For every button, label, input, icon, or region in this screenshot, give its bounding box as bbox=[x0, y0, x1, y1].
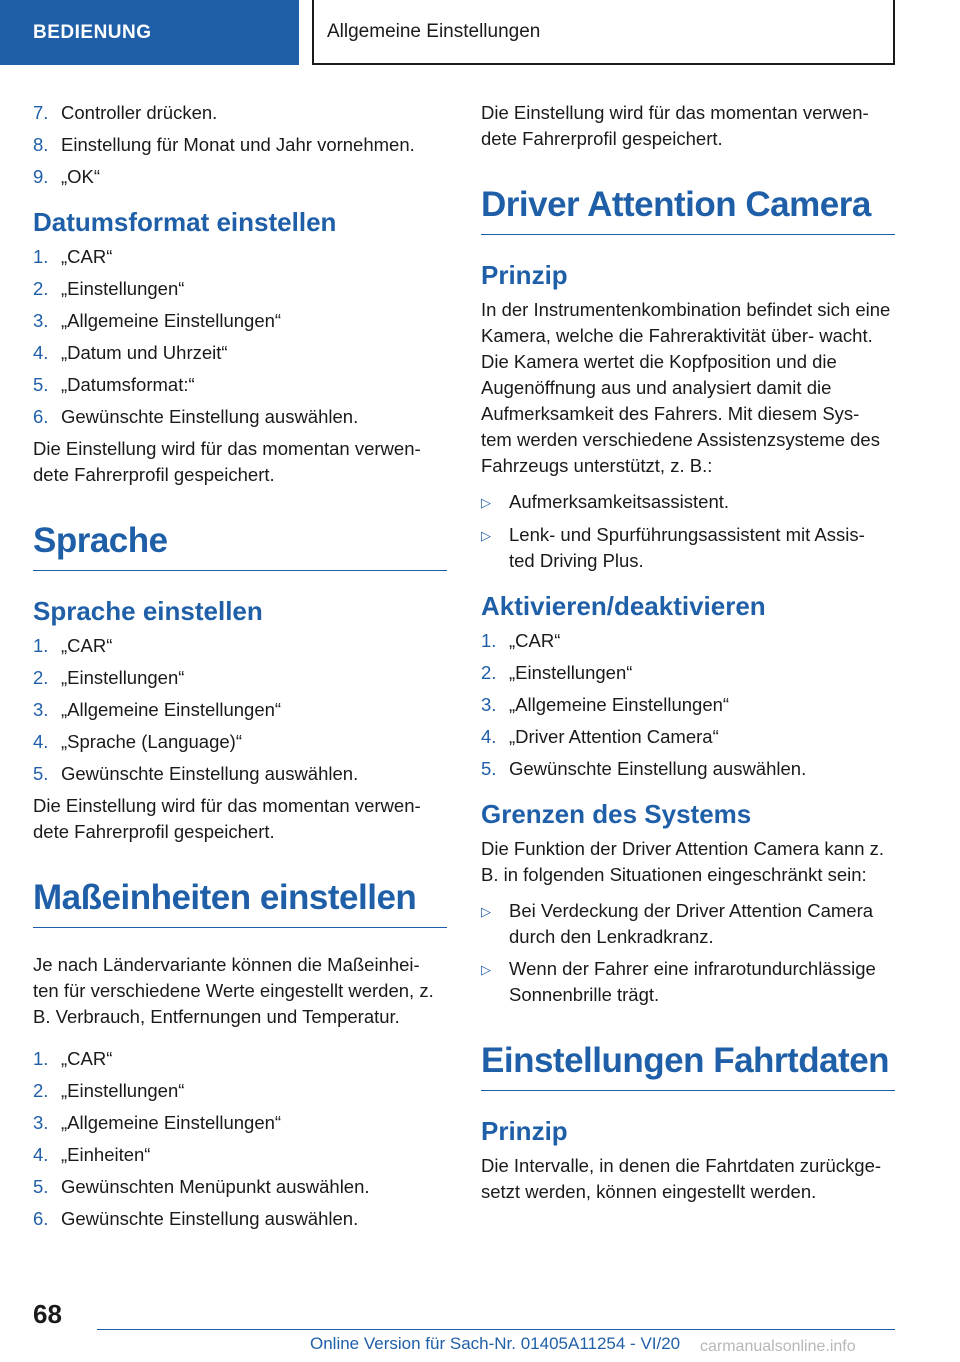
left-column bbox=[33, 100, 447, 1238]
list-item bbox=[33, 404, 447, 430]
step-text: „Sprache (Language)“ bbox=[61, 731, 242, 752]
list-item bbox=[481, 756, 895, 782]
steps-list bbox=[33, 633, 447, 787]
step-number: 4. bbox=[33, 342, 49, 363]
step-text: „Einstellungen“ bbox=[509, 662, 633, 683]
bullet-item bbox=[481, 489, 895, 516]
step-text: Einstellung für Monat und Jahr vornehmen. bbox=[61, 134, 415, 155]
list-item bbox=[33, 729, 447, 755]
step-text: „CAR“ bbox=[61, 1048, 113, 1069]
step-text: Gewünschte Einstellung auswählen. bbox=[61, 406, 359, 427]
bullet-list bbox=[481, 489, 895, 574]
step-text: Gewünschten Menüpunkt auswählen. bbox=[61, 1176, 370, 1197]
list-item bbox=[33, 1078, 447, 1104]
step-number: 4. bbox=[33, 1144, 49, 1165]
bullet-list bbox=[481, 898, 895, 1008]
list-item bbox=[33, 1110, 447, 1136]
datum-heading: Datumsformat einstellen bbox=[33, 207, 337, 237]
step-text: „CAR“ bbox=[509, 630, 561, 651]
step-number: 8. bbox=[33, 134, 49, 155]
section-label: Allgemeine Einstellungen bbox=[327, 20, 541, 42]
steps-list bbox=[33, 244, 447, 430]
step-text: „CAR“ bbox=[61, 635, 113, 656]
step-text: Gewünschte Einstellung auswählen. bbox=[61, 763, 359, 784]
bullet-text: Wenn der Fahrer eine infrarotundurchlässige Sonnenbrille trägt. bbox=[509, 958, 876, 1005]
datum-note: Die Einstellung wird für das momentan verwen- dete Fahrerprofil gespeichert. bbox=[33, 438, 421, 485]
step-text: Gewünschte Einstellung auswählen. bbox=[509, 758, 807, 779]
step-number: 3. bbox=[33, 1112, 49, 1133]
step-number: 1. bbox=[33, 1048, 49, 1069]
list-item bbox=[33, 164, 447, 190]
step-number: 1. bbox=[33, 635, 49, 656]
step-text: „Einstellungen“ bbox=[61, 1080, 185, 1101]
step-number: 5. bbox=[33, 763, 49, 784]
mass-title: Maßeinheiten einstellen bbox=[33, 875, 447, 928]
bullet-item bbox=[481, 898, 895, 950]
step-text: „Datumsformat:“ bbox=[61, 374, 195, 395]
grenzen-text: Die Funktion der Driver Attention Camera kann z. B. in folgenden Situationen eingeschränkt sein: bbox=[481, 838, 885, 885]
footer-version: Online Version für Sach-Nr. 01405A11254 - VI/20 bbox=[310, 1334, 681, 1353]
step-text: „Driver Attention Camera“ bbox=[509, 726, 719, 747]
list-item bbox=[33, 100, 447, 126]
fahrt-text: Die Intervalle, in denen die Fahrtdaten zurückge- setzt werden, können eingestellt werden. bbox=[481, 1155, 882, 1202]
chapter-label: BEDIENUNG bbox=[33, 21, 152, 43]
step-number: 1. bbox=[33, 246, 49, 267]
step-number: 6. bbox=[33, 1208, 49, 1229]
page-number: 68 bbox=[33, 1299, 62, 1329]
triangle-bullet-icon: ▷ bbox=[481, 495, 491, 510]
step-text: „CAR“ bbox=[61, 246, 113, 267]
step-text: „Allgemeine Einstellungen“ bbox=[61, 1112, 282, 1133]
bullet-text: Bei Verdeckung der Driver Attention Camera durch den Lenkradkranz. bbox=[509, 900, 874, 947]
list-item bbox=[33, 1206, 447, 1232]
fahrt-title: Einstellungen Fahrtdaten bbox=[481, 1038, 895, 1091]
step-number: 2. bbox=[33, 278, 49, 299]
list-item bbox=[33, 1142, 447, 1168]
step-number: 2. bbox=[33, 1080, 49, 1101]
triangle-bullet-icon: ▷ bbox=[481, 962, 491, 977]
step-text: „Allgemeine Einstellungen“ bbox=[61, 310, 282, 331]
step-number: 5. bbox=[33, 374, 49, 395]
steps-list bbox=[33, 100, 447, 190]
step-number: 1. bbox=[481, 630, 497, 651]
bullet-text: Lenk- und Spurführungsassistent mit Assis- ted Driving Plus. bbox=[509, 524, 865, 571]
step-number: 3. bbox=[33, 699, 49, 720]
step-text: „Einstellungen“ bbox=[61, 278, 185, 299]
list-item bbox=[33, 372, 447, 398]
fahrt-heading: Prinzip bbox=[481, 1116, 568, 1146]
list-item bbox=[33, 761, 447, 787]
list-item bbox=[33, 308, 447, 334]
list-item bbox=[33, 633, 447, 659]
list-item bbox=[33, 665, 447, 691]
mass-text: Je nach Ländervariante können die Maßeinhei- ten für verschiedene Werte eingestellt werden, z. B. Verbrauch, Entfernungen und Temperatur. bbox=[33, 954, 434, 1027]
bullet-text: Aufmerksamkeitsassistent. bbox=[509, 491, 730, 512]
grenzen-heading: Grenzen des Systems bbox=[481, 799, 752, 829]
list-item bbox=[33, 340, 447, 366]
footer-divider bbox=[97, 1329, 895, 1330]
step-text: „Einstellungen“ bbox=[61, 667, 185, 688]
watermark: carmanualsonline.info bbox=[700, 1338, 856, 1355]
step-text: „Allgemeine Einstellungen“ bbox=[61, 699, 282, 720]
list-item bbox=[33, 697, 447, 723]
triangle-bullet-icon: ▷ bbox=[481, 904, 491, 919]
list-item bbox=[33, 1174, 447, 1200]
step-number: 7. bbox=[33, 102, 49, 123]
step-number: 9. bbox=[33, 166, 49, 187]
prinzip-heading: Prinzip bbox=[481, 260, 568, 290]
list-item bbox=[481, 660, 895, 686]
list-item bbox=[33, 132, 447, 158]
list-item bbox=[33, 276, 447, 302]
step-text: „Allgemeine Einstellungen“ bbox=[509, 694, 730, 715]
bullet-item bbox=[481, 522, 895, 574]
step-number: 4. bbox=[481, 726, 497, 747]
sprache-note: Die Einstellung wird für das momentan verwen- dete Fahrerprofil gespeichert. bbox=[33, 795, 421, 842]
dac-title: Driver Attention Camera bbox=[481, 182, 895, 235]
step-number: 4. bbox=[33, 731, 49, 752]
list-item bbox=[481, 692, 895, 718]
chapter-tab bbox=[0, 0, 299, 65]
section-header bbox=[312, 0, 895, 65]
step-number: 3. bbox=[33, 310, 49, 331]
list-item bbox=[481, 724, 895, 750]
right-column bbox=[481, 100, 895, 1211]
steps-list bbox=[33, 1046, 447, 1232]
aktiv-heading: Aktivieren/deaktivieren bbox=[481, 591, 766, 621]
list-item bbox=[481, 628, 895, 654]
step-number: 2. bbox=[481, 662, 497, 683]
step-number: 2. bbox=[33, 667, 49, 688]
step-text: Gewünschte Einstellung auswählen. bbox=[61, 1208, 359, 1229]
step-text: „Einheiten“ bbox=[61, 1144, 151, 1165]
step-number: 6. bbox=[33, 406, 49, 427]
steps-list bbox=[481, 628, 895, 782]
sprache-title: Sprache bbox=[33, 518, 447, 571]
step-text: „Datum und Uhrzeit“ bbox=[61, 342, 228, 363]
list-item bbox=[33, 244, 447, 270]
step-text: „OK“ bbox=[61, 166, 101, 187]
bullet-item bbox=[481, 956, 895, 1008]
triangle-bullet-icon: ▷ bbox=[481, 528, 491, 543]
prinzip-text: In der Instrumentenkombination befindet sich eine Kamera, welche die Fahreraktivität über- wacht. Die Kamera wertet die Kopfposition und die Augenöffnung aus und analysiert damit die Aufmerksamkeit des Fahrers. Mit diesem Sys- tem werden verschiedene Assistenzsysteme des Fahrzeugs unterstützt, z. B.: bbox=[481, 299, 891, 476]
step-number: 5. bbox=[33, 1176, 49, 1197]
step-number: 3. bbox=[481, 694, 497, 715]
top-note: Die Einstellung wird für das momentan verwen- dete Fahrerprofil gespeichert. bbox=[481, 102, 869, 149]
list-item bbox=[33, 1046, 447, 1072]
step-number: 5. bbox=[481, 758, 497, 779]
sprache-heading: Sprache einstellen bbox=[33, 596, 263, 626]
step-text: Controller drücken. bbox=[61, 102, 218, 123]
